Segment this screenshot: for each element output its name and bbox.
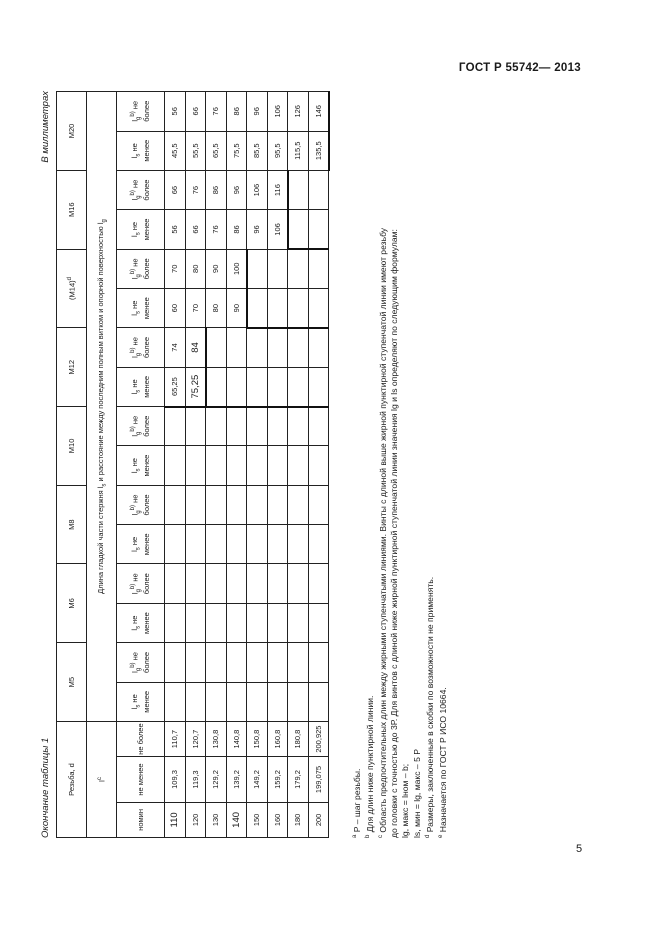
empty-cell	[308, 643, 329, 682]
m14-ls-cell: 90	[226, 288, 247, 327]
m16-ls-cell: 76	[206, 210, 227, 249]
ls-min-header: $l_s$ не менее	[117, 603, 165, 642]
m20-lg-cell: 86	[226, 92, 247, 132]
empty-cell	[247, 525, 268, 564]
m14-ls-cell	[288, 288, 309, 327]
empty-cell	[226, 643, 247, 682]
empty-cell	[165, 643, 186, 682]
empty-cell	[165, 485, 186, 524]
m14-lg-cell	[267, 249, 288, 288]
m16-lg-cell	[308, 170, 329, 209]
empty-cell	[288, 446, 309, 485]
empty-cell	[206, 564, 227, 603]
formula-1: lg, макс = lном – b;	[400, 763, 411, 838]
empty-cell	[288, 407, 309, 446]
m14-lg-cell	[247, 249, 268, 288]
ls-min-header: $l_s$ не менее	[117, 288, 165, 327]
ls-min-header: $l_s$ не менее	[117, 210, 165, 249]
m20-ls-cell: 75,5	[226, 131, 247, 170]
m12-lg-cell: 74	[165, 328, 186, 367]
m14-ls-cell	[308, 288, 329, 327]
empty-cell	[185, 407, 206, 446]
empty-cell	[247, 603, 268, 642]
max-length-cell: 140,8	[226, 721, 247, 756]
m20-lg-cell: 96	[247, 92, 268, 132]
m16-lg-cell: 96	[226, 170, 247, 209]
m12-ls-cell	[226, 367, 247, 406]
m16-lg-cell: 116	[267, 170, 288, 209]
thread-m10: М10	[57, 407, 87, 486]
m12-lg-cell	[247, 328, 268, 367]
m14-ls-cell: 70	[185, 288, 206, 327]
note-c: $^c$ Область предпочтительных длин между жирными ступенчатыми линиями. Винты с длиной выше жирной пунктирной ступенчатой линии имеют резьбу	[377, 227, 388, 838]
m14-ls-cell: 80	[206, 288, 227, 327]
lg-max-header: $l_g^{b)}$ не более	[117, 92, 165, 132]
m20-ls-cell: 115,5	[288, 131, 309, 170]
min-length-cell: 109,3	[165, 757, 186, 803]
ls-min-header: $l_s$ не менее	[117, 131, 165, 170]
table-row	[308, 92, 329, 838]
empty-cell	[206, 446, 227, 485]
empty-cell	[165, 603, 186, 642]
lg-max-header: $l_g^{b)}$ не более	[117, 170, 165, 209]
table-row	[206, 92, 227, 838]
m12-ls-cell: 65,25	[165, 367, 186, 406]
m12-lg-cell	[308, 328, 329, 367]
empty-cell	[247, 682, 268, 721]
empty-cell	[308, 407, 329, 446]
caption-table-end: Окончание таблицы 1	[40, 737, 51, 838]
empty-cell	[267, 525, 288, 564]
nominal-length-cell: 200	[308, 802, 329, 837]
m14-lg-cell: 80	[185, 249, 206, 288]
empty-cell	[247, 407, 268, 446]
max-length-cell: 120,7	[185, 721, 206, 756]
m12-ls-cell	[247, 367, 268, 406]
thread-label-cell: Резьба, d	[57, 721, 87, 837]
formula-2: ls, мин = lg, макс – 5 P	[411, 749, 422, 838]
m20-ls-cell: 85,5	[247, 131, 268, 170]
lg-max-header: $l_g^{b)}$ не более	[117, 407, 165, 446]
m14-lg-cell	[288, 249, 309, 288]
m16-lg-cell	[288, 170, 309, 209]
nominal-length-cell: 130	[206, 802, 227, 837]
empty-cell	[165, 682, 186, 721]
empty-cell	[185, 564, 206, 603]
lg-max-header: $l_g^{b)}$ не более	[117, 249, 165, 288]
empty-cell	[267, 564, 288, 603]
max-length-cell: 110,7	[165, 721, 186, 756]
empty-cell	[288, 682, 309, 721]
table-row	[226, 92, 247, 838]
max-length-cell: 130,8	[206, 721, 227, 756]
m12-lg-cell: 84	[185, 328, 206, 367]
table-body	[165, 92, 329, 838]
empty-cell	[226, 603, 247, 642]
empty-cell	[185, 682, 206, 721]
empty-cell	[165, 564, 186, 603]
max-length-cell: 200,925	[308, 721, 329, 756]
empty-cell	[308, 485, 329, 524]
m20-lg-cell: 126	[288, 92, 309, 132]
empty-cell	[308, 446, 329, 485]
max-length-cell: 150,8	[247, 721, 268, 756]
m20-lg-cell: 106	[267, 92, 288, 132]
m14-ls-cell	[267, 288, 288, 327]
empty-cell	[288, 564, 309, 603]
empty-cell	[288, 643, 309, 682]
subheader-row	[117, 92, 165, 838]
empty-cell	[165, 446, 186, 485]
m20-ls-cell: 95,5	[267, 131, 288, 170]
empty-cell	[226, 446, 247, 485]
thread-m8: М8	[57, 485, 87, 564]
lg-max-header: $l_g^{b)}$ не более	[117, 485, 165, 524]
nominal-length-cell: 160	[267, 802, 288, 837]
m16-ls-cell	[288, 210, 309, 249]
empty-cell	[226, 682, 247, 721]
empty-cell	[226, 485, 247, 524]
empty-cell	[226, 525, 247, 564]
m12-ls-cell	[206, 367, 227, 406]
m12-ls-cell	[267, 367, 288, 406]
empty-cell	[267, 446, 288, 485]
empty-cell	[308, 682, 329, 721]
m16-lg-cell: 76	[185, 170, 206, 209]
table-notes	[350, 91, 449, 838]
m16-ls-cell	[308, 210, 329, 249]
m20-lg-cell: 56	[165, 92, 186, 132]
m12-lg-cell	[288, 328, 309, 367]
empty-cell	[165, 525, 186, 564]
nom-header: номин	[117, 802, 165, 837]
m16-lg-cell: 66	[165, 170, 186, 209]
max-header: не более	[117, 721, 165, 756]
empty-cell	[206, 643, 227, 682]
empty-cell	[185, 525, 206, 564]
empty-cell	[267, 407, 288, 446]
rotated-table-block	[40, 91, 448, 838]
empty-cell	[165, 407, 186, 446]
dimensions-table	[56, 91, 330, 838]
m20-ls-cell: 55,5	[185, 131, 206, 170]
thread-m5: М5	[57, 643, 87, 722]
m20-ls-cell: 45,5	[165, 131, 186, 170]
empty-cell	[267, 485, 288, 524]
m20-ls-cell: 65,5	[206, 131, 227, 170]
table-row	[288, 92, 309, 838]
empty-cell	[288, 603, 309, 642]
empty-cell	[247, 643, 268, 682]
empty-cell	[267, 603, 288, 642]
table-row	[267, 92, 288, 838]
thread-m6: М6	[57, 564, 87, 643]
nominal-length-cell: 110	[165, 802, 186, 837]
note-e: $^e$ Назначается по ГОСТ Р ИСО 10664.	[437, 687, 448, 838]
m12-ls-cell: 75,25	[185, 367, 206, 406]
empty-cell	[308, 564, 329, 603]
empty-cell	[226, 564, 247, 603]
m14-lg-cell: 100	[226, 249, 247, 288]
note-a: $^a$ P – шаг резьбы.	[351, 768, 362, 838]
ls-min-header: $l_s$ не менее	[117, 367, 165, 406]
nominal-length-cell: 140	[226, 802, 247, 837]
empty-cell	[247, 564, 268, 603]
m14-lg-cell	[308, 249, 329, 288]
max-length-cell: 160,8	[267, 721, 288, 756]
m20-lg-cell: 146	[308, 92, 329, 132]
m16-ls-cell: 56	[165, 210, 186, 249]
m12-ls-cell	[288, 367, 309, 406]
min-length-cell: 159,2	[267, 757, 288, 803]
note-c2: до головки с точностью до 3Р. Для винтов с длиной ниже жирной пунктирной ступенчатой линии значения lg и ls определяют по следующим формулам:	[389, 229, 400, 838]
m16-ls-cell: 86	[226, 210, 247, 249]
m20-ls-cell: 135,5	[308, 131, 329, 170]
m20-lg-cell: 66	[185, 92, 206, 132]
max-length-cell: 180,8	[288, 721, 309, 756]
thread-m14: $(М14)^d$	[57, 249, 87, 328]
ls-min-header: $l_s$ не менее	[117, 446, 165, 485]
table-row	[247, 92, 268, 838]
empty-cell	[267, 682, 288, 721]
m12-lg-cell	[206, 328, 227, 367]
note-b: $^b$ Для длин ниже пунктирной линии.	[364, 695, 375, 838]
empty-cell	[226, 407, 247, 446]
empty-cell	[288, 485, 309, 524]
thread-m20: М20	[57, 92, 87, 171]
nominal-length-cell: 120	[185, 802, 206, 837]
note-d: $^d$ Размеры, заключенные в скобки по возможности не применять.	[424, 576, 435, 838]
lg-max-header: $l_g^{b)}$ не более	[117, 328, 165, 367]
m16-ls-cell: 96	[247, 210, 268, 249]
empty-cell	[206, 407, 227, 446]
empty-cell	[247, 485, 268, 524]
nominal-length-cell: 150	[247, 802, 268, 837]
standard-header: ГОСТ Р 55742— 2013	[458, 62, 581, 74]
m14-lg-cell: 70	[165, 249, 186, 288]
length-l-label: $l^с$	[87, 721, 117, 837]
thread-m12: М12	[57, 328, 87, 407]
min-length-cell: 119,3	[185, 757, 206, 803]
m14-ls-cell	[247, 288, 268, 327]
m14-lg-cell: 90	[206, 249, 227, 288]
empty-cell	[288, 525, 309, 564]
empty-cell	[308, 525, 329, 564]
empty-cell	[267, 643, 288, 682]
m16-ls-cell: 66	[185, 210, 206, 249]
ls-min-header: $l_s$ не менее	[117, 682, 165, 721]
empty-cell	[185, 643, 206, 682]
m16-lg-cell: 106	[247, 170, 268, 209]
empty-cell	[206, 485, 227, 524]
empty-cell	[185, 485, 206, 524]
empty-cell	[308, 603, 329, 642]
page-number: 5	[576, 843, 583, 855]
table-row	[185, 92, 206, 838]
m16-lg-cell: 86	[206, 170, 227, 209]
empty-cell	[185, 446, 206, 485]
table-row	[165, 92, 186, 838]
empty-cell	[247, 446, 268, 485]
min-length-cell: 149,2	[247, 757, 268, 803]
empty-cell	[206, 603, 227, 642]
thread-m16: М16	[57, 170, 87, 249]
m12-lg-cell	[267, 328, 288, 367]
min-length-cell: 199,075	[308, 757, 329, 803]
nominal-length-cell: 180	[288, 802, 309, 837]
m12-lg-cell	[226, 328, 247, 367]
min-length-cell: 129,2	[206, 757, 227, 803]
span-title: Длина гладкой части стержня $l_s$ и расстояние между последним полным витком и опорной поверхностью $l_g$	[87, 92, 117, 722]
empty-cell	[185, 603, 206, 642]
min-length-cell: 179,2	[288, 757, 309, 803]
table-captions	[40, 91, 54, 838]
caption-units: В миллиметрах	[40, 91, 51, 163]
lg-max-header: $l_g^{b)}$ не более	[117, 564, 165, 603]
m16-ls-cell: 106	[267, 210, 288, 249]
ls-min-header: $l_s$ не менее	[117, 525, 165, 564]
m12-ls-cell	[308, 367, 329, 406]
empty-cell	[206, 525, 227, 564]
min-header: не менее	[117, 757, 165, 803]
m14-ls-cell: 60	[165, 288, 186, 327]
empty-cell	[206, 682, 227, 721]
m20-lg-cell: 76	[206, 92, 227, 132]
min-length-cell: 139,2	[226, 757, 247, 803]
lg-max-header: $l_g^{b)}$ не более	[117, 643, 165, 682]
